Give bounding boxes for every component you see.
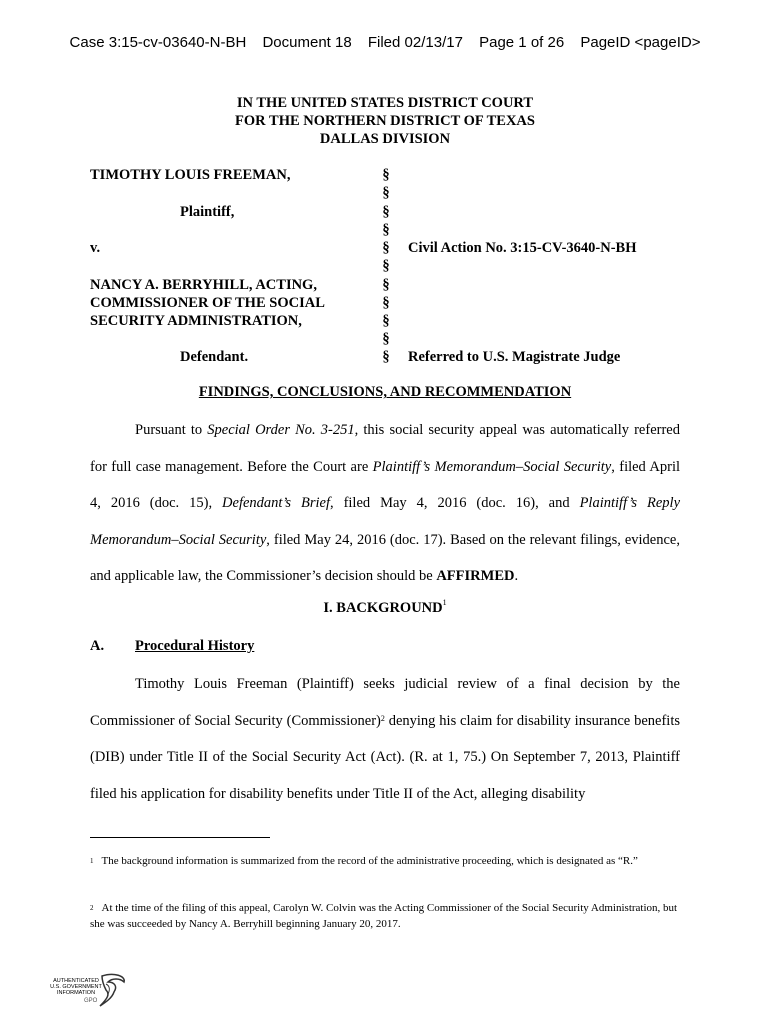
footnote-2: $^2$ At the time of the filing of this appeal, Carolyn W. Colvin was the Acting Commissioner of the Social Security Administration, but she was succeeded by Nancy A. Berryhill beginning January 20, 2017.: [90, 902, 678, 930]
subsection-letter: A.: [90, 638, 105, 654]
eagle-icon: [96, 972, 128, 1010]
footnote-1: $^1$ The background information is summarized from the record of the administrative proceeding, which is designated as “R.”: [90, 855, 638, 867]
case-number: Case 3:15-cv-03640-N-BH: [69, 34, 247, 51]
section-symbol: §: [382, 331, 390, 347]
cited-brief: Defendant’s Brief: [222, 495, 330, 511]
defendant-role: Defendant.: [180, 349, 249, 365]
section-symbol: §: [382, 313, 390, 329]
plaintiff-role: Plaintiff,: [180, 204, 235, 220]
page-id: PageID <pageID>: [580, 34, 701, 51]
plaintiff-name: TIMOTHY LOUIS FREEMAN,: [90, 167, 291, 183]
page-number: Page 1 of 26: [479, 34, 565, 51]
footnote-ref-2: 2: [380, 713, 385, 723]
court-line-3: DALLAS DIVISION: [319, 131, 451, 147]
section-symbol: §: [382, 167, 390, 183]
document-header: [0, 34, 770, 51]
cited-order: Special Order No. 3-251: [207, 422, 355, 438]
defendant-line-1: NANCY A. BERRYHILL, ACTING,: [90, 277, 317, 293]
cited-memorandum: Plaintiff’s Memorandum–Social Security: [372, 458, 612, 475]
civil-action-number: Civil Action No. 3:15-CV-3640-N-BH: [408, 240, 637, 256]
referral-note: Referred to U.S. Magistrate Judge: [408, 349, 621, 365]
section-symbol: §: [382, 240, 390, 256]
defendant-line-3: SECURITY ADMINISTRATION,: [90, 313, 302, 329]
footnote-ref-1: 1: [442, 598, 447, 607]
section-symbol: §: [382, 349, 390, 365]
section-heading: I. BACKGROUND$^1$: [323, 598, 447, 616]
subsection-label: Procedural History: [135, 638, 255, 654]
section-symbol: §: [382, 258, 390, 274]
gpo-authentication-seal: AUTHENTICATED U.S. GOVERNMENT INFORMATION GPO: [44, 972, 130, 1012]
defendant-line-2: COMMISSIONER OF THE SOCIAL: [90, 295, 325, 311]
court-line-1: IN THE UNITED STATES DISTRICT COURT: [236, 95, 534, 111]
subsection-heading: [90, 638, 254, 655]
section-symbol: §: [382, 185, 390, 201]
section-symbol: §: [382, 222, 390, 238]
document-number: Document 18: [262, 34, 352, 51]
intro-paragraph: Pursuant to Special Order No. 3-251, this social security appeal was automatically referred for full case management. Before the Court are Plaintiff’s Memorandum–Social Security, filed April 4, 2016 (doc. 15), Defendant’s Brief, filed May 4, 2016 (doc. 16), and Plaintiff’s Reply Memorandum–Social Security, filed May 24, 2016 (doc. 17). Based on the relevant filings, evidence, and applicable law, the Commissioner’s decision should be AFFIRMED.: [90, 422, 681, 584]
body-paragraph: Timothy Louis Freeman (Plaintiff) seeks judicial review of a final decision by the Commissioner of Social Security (Commissioner)$^2$ denying his claim for disability insurance benefits (DIB) under Title II of the Social Security Act (Act). (R. at 1, 75.) On September 7, 2013, Plaintiff filed his application for disability benefits under Title II of the Act, alleging disability: [90, 676, 680, 802]
footnote-divider: [90, 837, 270, 838]
cited-reply: Plaintiff’s Reply Memorandum–Social Security: [90, 495, 681, 548]
court-heading: [0, 94, 770, 148]
document-title: FINDINGS, CONCLUSIONS, AND RECOMMENDATION: [198, 384, 572, 400]
decision-outcome: AFFIRMED: [436, 568, 515, 584]
versus: v.: [90, 240, 101, 256]
court-line-2: FOR THE NORTHERN DISTRICT OF TEXAS: [235, 113, 535, 129]
filed-date: Filed 02/13/17: [367, 34, 463, 51]
section-symbol: §: [382, 204, 390, 220]
section-symbol: §: [382, 295, 390, 311]
section-symbol: §: [382, 277, 390, 293]
